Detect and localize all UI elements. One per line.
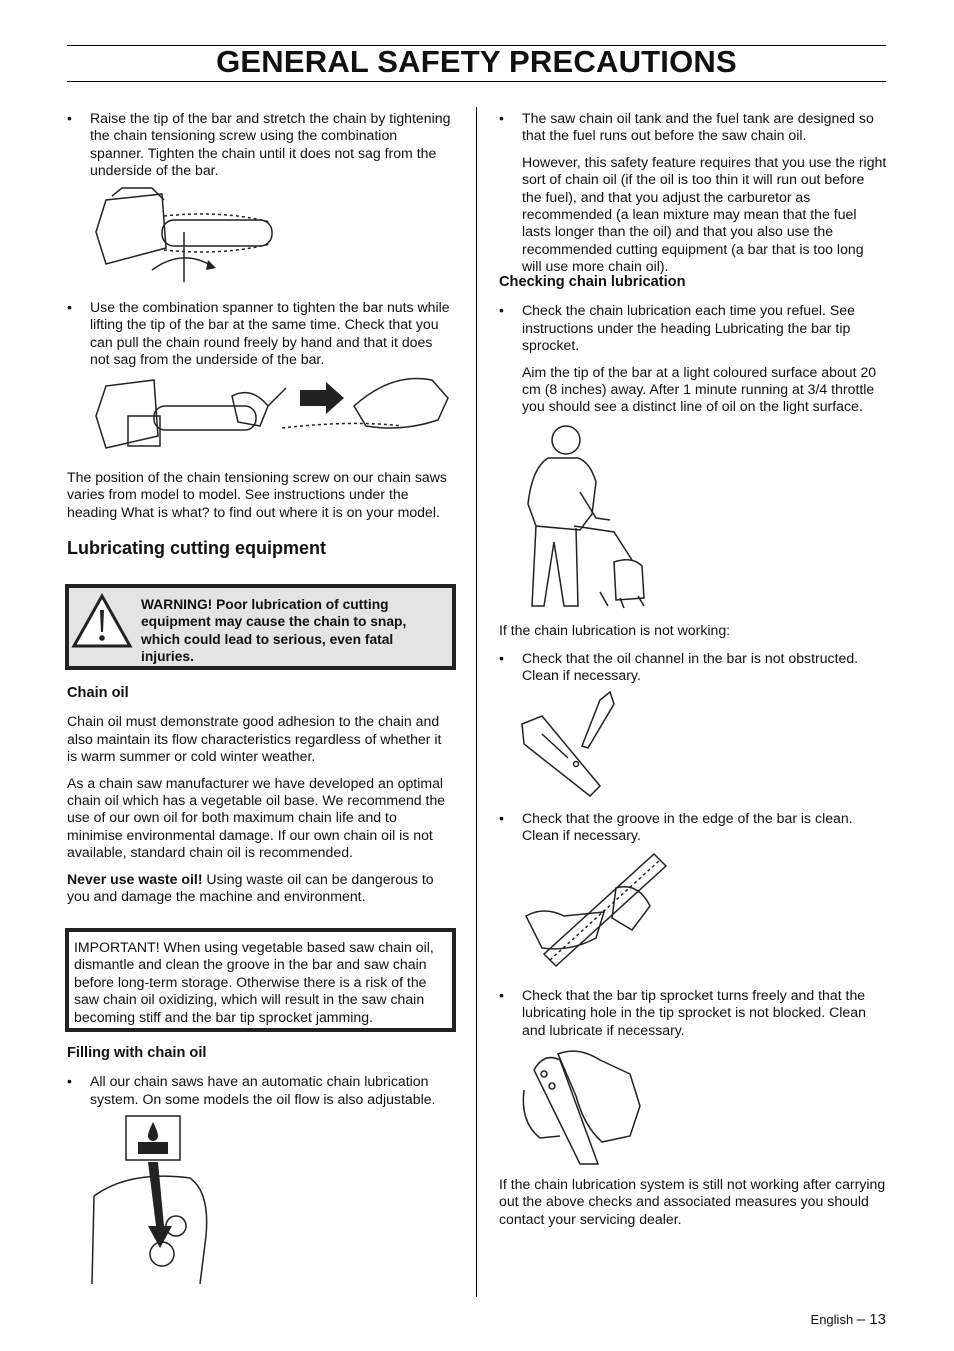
groove-cleaning-illustration: [520, 852, 670, 982]
header-bottom-rule: [67, 81, 886, 82]
lubricating-heading-block: [67, 540, 455, 557]
oil-channel-illustration: [520, 690, 615, 798]
right-bullet-3: • Check that the oil channel in the bar is not obstructed. Clean if necessary.: [499, 650, 859, 684]
final-para: If the chain lubrication system is still not working after carrying out the above checks and associated measures you should contact your servicing dealer.: [499, 1176, 886, 1227]
left-bullet-2: • Use the combination spanner to tighten the bar nuts while lifting the tip of the bar at the same time. Check that you can pull the chain round freely by hand and that it does not sag from the underside of the bar.: [67, 299, 450, 368]
page-number: – 13: [856, 1311, 886, 1328]
warning-text: WARNING! Poor lubrication of cutting equipment may cause the chain to snap, which could lead to serious, even fatal injuries.: [141, 597, 407, 665]
lubricating-heading: Lubricating cutting equipment: [67, 538, 326, 558]
warning-box: [65, 584, 456, 670]
right-section-1: • The saw chain oil tank and the fuel tank are designed so that the fuel runs out before the saw chain oil. However, this safety feature requires that you use the right sort of chain oil (if the oil is too thin it will run out before the fuel), and that you adjust the carburetor as recommended (a lean mixture may mean that the fuel lasts longer than the oil) and that you also use the recommended cutting equipment (a bar that is too long will use more chain oil).: [499, 110, 887, 275]
important-text: IMPORTANT! When using vegetable based saw chain oil, dismantle and clean the groove in the bar and saw chain before long-term storage. Otherwise there is a risk of the saw chain oil oxidizing, which will result in the saw chain becoming stiff and the bar tip sprocket jamming.: [74, 939, 434, 1025]
checking-section: Checking chain lubrication • Check the chain lubrication each time you refuel. See instructions under the heading Lubricating the bar tip sprocket. Aim the tip of the bar at a light coloured surface about 20 cm (8 inches) away. After 1 minute running at 3/4 throttle you should see a distinct line of oil on the light surface.: [499, 274, 887, 425]
chain-oil-section: Chain oil Chain oil must demonstrate good adhesion to the chain and also maintain its flow characteristics regardless of whether it is warm summer or cold winter weather. As a chain saw manufacturer we have developed an optimal chain oil which has a vegetable oil base. We recommend the use of our own oil for both maximum chain life and to minimise environmental damage. If our own chain oil is not available, standard chain oil is recommended. Never use waste oil! Using waste oil can be dangerous to you and damage the machine and environment.: [67, 685, 455, 914]
waste-oil-para: Never use waste oil! Using waste oil can be dangerous to you and damage the machine and environment.: [67, 870, 434, 905]
chain-oil-heading: Chain oil: [67, 685, 129, 701]
left-bullet-1: • Raise the tip of the bar and stretch the chain by tightening the chain tensioning screw using the combination spanner. Tighten the chain until it does not sag from the underside of the bar.: [67, 110, 451, 179]
filling-section: Filling with chain oil • All our chain saws have an automatic chain lubrication system. On some models the oil flow is also adjustable.: [67, 1045, 455, 1117]
page-footer: [750, 1311, 886, 1328]
warning-triangle-icon: [72, 594, 132, 648]
checking-heading: Checking chain lubrication: [499, 274, 686, 290]
oil-filling-illustration: [90, 1116, 220, 1286]
tip-sprocket-illustration: [520, 1046, 645, 1166]
chain-tensioning-illustration: [92, 186, 277, 278]
filling-heading: Filling with chain oil: [67, 1045, 207, 1061]
right-bullet-4: • Check that the groove in the edge of the bar is clean. Clean if necessary.: [499, 810, 853, 844]
not-working-para: If the chain lubrication is not working:: [499, 622, 731, 638]
lubrication-check-illustration: [520, 422, 655, 612]
right-bullet-5: • Check that the bar tip sprocket turns freely and that the lubricating hole in the tip sprocket is not blocked. Clean and lubricate if necessary.: [499, 987, 866, 1038]
footer-language: English: [810, 1312, 854, 1327]
important-box: [65, 928, 456, 1032]
column-divider: [476, 107, 477, 1297]
bar-nuts-illustration: [92, 376, 454, 456]
left-para-1: The position of the chain tensioning screw on our chain saws varies from model to model. See instructions under the heading What is what? to find out where it is on your model.: [67, 469, 447, 520]
page-title: GENERAL SAFETY PRECAUTIONS: [216, 44, 737, 79]
